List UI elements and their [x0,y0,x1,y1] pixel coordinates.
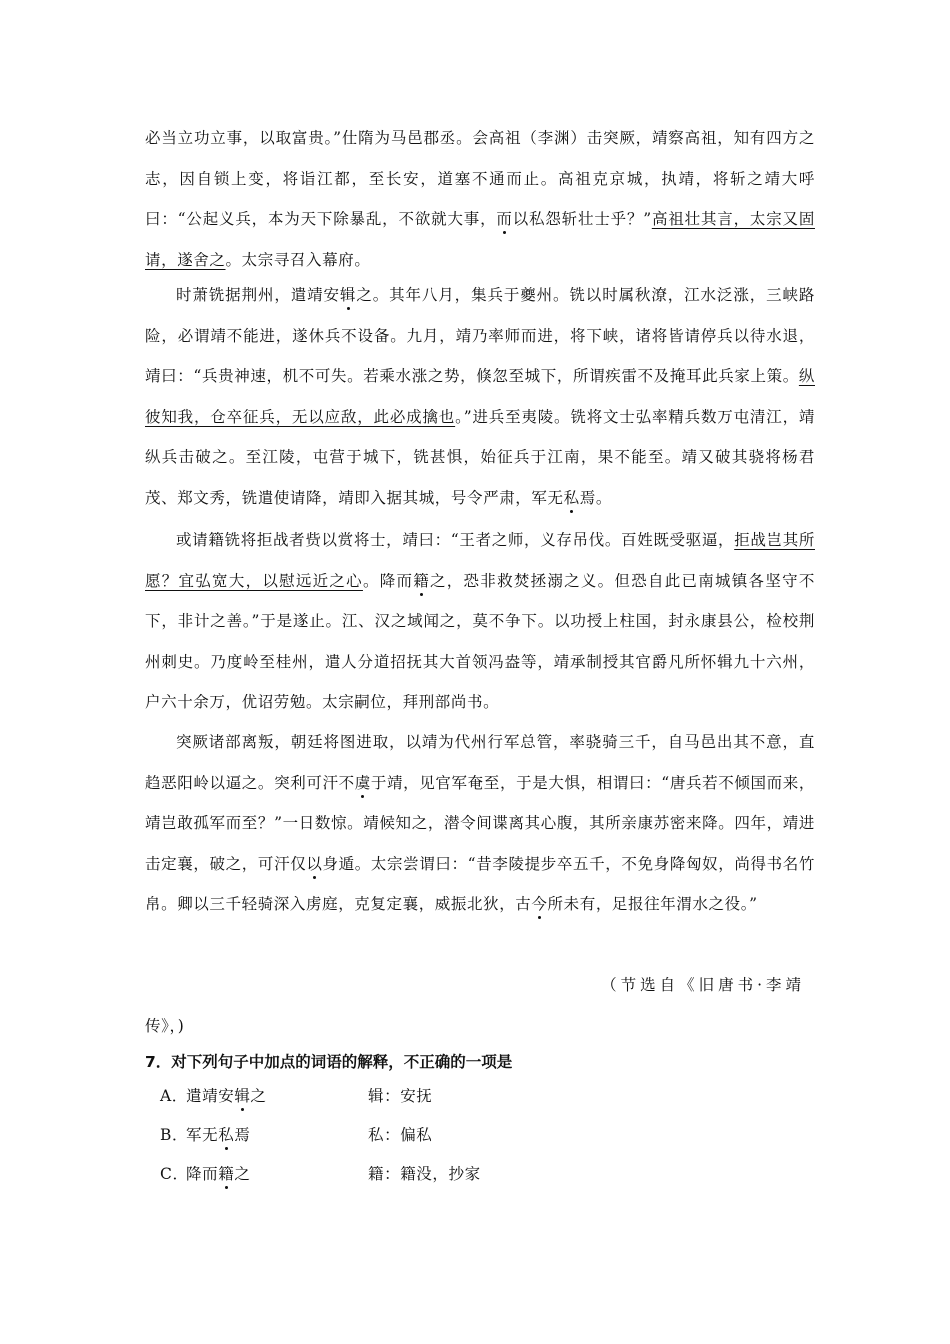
option-text: 遣靖安 [186,1087,235,1105]
text-run: 突厥诸部离叛，朝廷将图进取，以靖为代州行军总管，率骁骑三千，自马邑出其不意，直趋恶阳岭以逼之。突利可汗不 [145,733,815,792]
option-text: 焉 [234,1126,251,1144]
dotted-word: 以 [306,854,323,873]
option-b-definition: 私：偏私 [368,1126,433,1144]
text-run: 时萧铣据荆州，遣靖安 [176,286,340,304]
passage-paragraph-3 [145,520,815,723]
dotted-word: 虞 [354,773,371,792]
passage-paragraph-4 [145,722,815,925]
option-letter: C． [160,1165,189,1183]
dotted-word: 辑 [339,286,357,304]
dotted-word: 辑 [234,1087,251,1105]
text-run: 所未有，足报往年渭水之役。” [547,895,758,913]
option-a [160,1078,267,1114]
passage-paragraph-1 [145,118,815,280]
option-letter: A． [160,1087,188,1105]
text-run: 。太宗寻召入幕府。 [225,250,371,269]
question-7-title: 7．对下列句子中加点的词语的解释，不正确的一项是 [145,1053,513,1071]
text-run: 之。其年八月，集兵于夔州。铣以时属秋潦，江水泛涨，三峡路险，必谓靖不能进，遂休兵不设备。九月，靖乃率师而进，将下峡，诸将皆请停兵以待水退，靖曰：“兵贵神速，机不可失。若乘水涨之势，倏忽至城下，所谓疾雷不及掩耳此兵家上策。 [145,286,815,385]
underlined-sentence: 纵彼知我，仓卒征兵，无以应敌，此必成擒也 [145,367,815,426]
source-citation-tail: 传》，) [145,1017,185,1035]
passage-paragraph-2 [145,275,815,518]
option-c [160,1156,250,1192]
dotted-word: 私 [563,488,580,507]
option-text: 之 [234,1165,251,1183]
option-text: 之 [250,1087,267,1105]
dotted-word: 私 [218,1126,235,1144]
text-run: 。”进兵至夷陵。铣将文士弘率精兵数万屯清江，靖纵兵击破之。至江陵，屯营于城下，铣甚惧，始征兵于江南，果不能至。靖又破其骁将杨君茂、郑文秀，铣遣使请降，靖即入据其城，号令严肃，军无 [145,407,815,507]
option-c-definition: 籍：籍没，抄家 [368,1165,481,1183]
underlined-sentence: 拒战岂其所愿？宜弘宽大，以慰远近之心 [145,531,815,590]
underlined-sentence: 高祖壮其言，太宗又固请，遂舍之 [145,210,815,269]
option-a-definition: 辑：安抚 [368,1087,433,1105]
dotted-word: 今 [531,895,548,913]
text-run: 焉。 [579,488,612,507]
dotted-word: 而 [496,210,513,228]
text-run: 身遁。太宗尝谓曰：“昔李陵提步卒五千，不免身降匈奴，尚得书名竹帛。卿以三千轻骑深入虏庭，克复定襄，威振北狄，古 [145,854,815,913]
option-letter: B． [160,1126,189,1144]
text-run: 于靖，见官军奄至，于是大惧，相谓曰：“唐兵若不倾国而来，靖岂敢孤军而至？”一日数惊。靖候知之，潜令间谍离其心腹，其所亲康苏密来降。四年，靖进击定襄，破之，可汗仅 [145,773,815,873]
option-text: 军无 [186,1126,219,1144]
dotted-word: 籍 [218,1165,235,1183]
text-run: 必当立功立事，以取富贵。”仕隋为马邑郡丞。会高祖（李渊）击突厥，靖察高祖，知有四方之志，因自锁上变，将诣江都，至长安，道塞不通而止。高祖克京城，执靖，将斩之靖大呼曰：“公起义兵，本为天下除暴乱，不欲就大事， [145,129,815,228]
source-citation: （节选自《旧唐书·李靖 [601,976,805,994]
text-run: 或请籍铣将拒战者赀以赏将士，靖曰：“王者之师，义存吊伐。百姓既受驱逼， [176,531,735,549]
text-run: 。降而 [362,571,414,590]
text-run: 以私怨斩壮士乎？” [512,210,652,228]
option-b [160,1117,250,1153]
option-text: 降而 [186,1165,219,1183]
text-run: 之，恐非救焚拯溺之义。但恐自此已南城镇各坚守不下，非计之善。”于是遂止。江、汉之域闻之，莫不争下。以功授上柱国，封永康县公，检校荆州刺史。乃度岭至桂州，遣人分道招抚其大首领冯盎等，靖承制授其官爵凡所怀辑九十六州，户六十余万，优诏劳勉。太宗嗣位，拜刑部尚书。 [145,571,815,711]
dotted-word: 籍 [413,571,431,590]
